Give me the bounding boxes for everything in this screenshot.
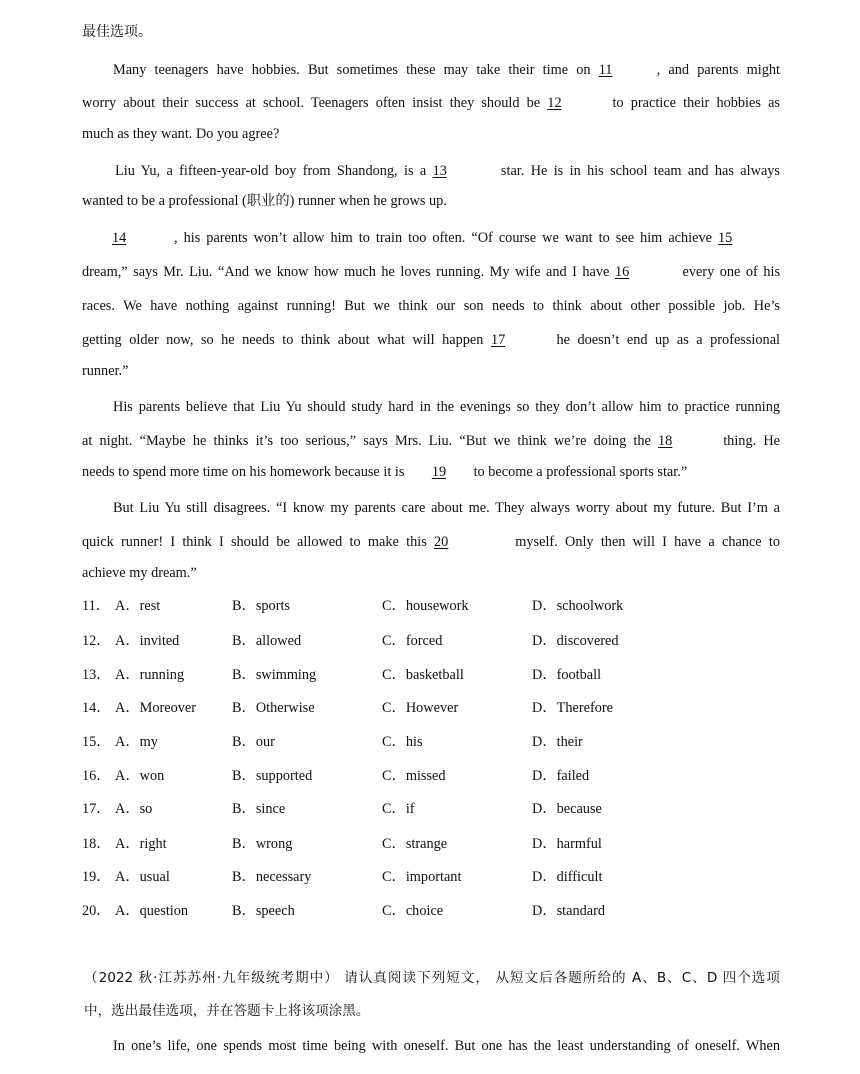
option-a[interactable]: A．so [115, 801, 153, 817]
passage-line: But Liu Yu still disagrees. “I know my parents care about me. They always worry about my future. But I’m a [113, 500, 780, 516]
passage-line: In one’s life, one spends most time being with oneself. But one has the least understanding of oneself. When [113, 1038, 780, 1054]
passage-line: runner.” [82, 363, 129, 379]
passage-line: needs to spend more time on his homework because it is 19 to become a professional sports star.” [82, 464, 688, 480]
passage-line: Many teenagers have hobbies. But sometimes these may take their time on 11 , and parents might [113, 62, 780, 78]
passage-line: wanted to be a professional (职业的) runner when he grows up. [82, 193, 447, 209]
blank-17: 17 [490, 332, 506, 348]
option-c[interactable]: C．if [382, 801, 415, 817]
option-b[interactable]: B．swimming [232, 667, 317, 683]
blank-13: 13 [432, 163, 447, 179]
passage-line: dream,” says Mr. Liu. “And we know how much he loves running. My wife and I have 16 every one of his [82, 264, 781, 280]
question-number: 16． [82, 768, 111, 784]
passage-line: much as they want. Do you agree? [82, 126, 280, 142]
passage-line: His parents believe that Liu Yu should study hard in the evenings so they don’t allow him to practice running [113, 399, 780, 415]
option-d[interactable]: D．football [532, 667, 602, 683]
option-b[interactable]: B．wrong [232, 836, 293, 852]
option-a[interactable]: A．my [115, 734, 158, 750]
option-d[interactable]: D．schoolwork [532, 598, 624, 614]
option-d[interactable]: D．Therefore [532, 700, 613, 716]
instruction-tail: 最佳选项。 [82, 24, 152, 40]
option-d[interactable]: D．standard [532, 903, 606, 919]
option-d[interactable]: D．failed [532, 768, 590, 784]
blank-19: 19 [431, 464, 447, 480]
section-instruction: （2022 秋·江苏苏州·九年级统考期中） 请认真阅读下列短文， 从短文后各题所给的 A、B、C、D 四个选项 [84, 970, 780, 986]
option-b[interactable]: B．speech [232, 903, 295, 919]
passage-line: Liu Yu, a fifteen-year-old boy from Shandong, is a 13 star. He is in his school team and has always [115, 163, 780, 179]
option-c[interactable]: C．missed [382, 768, 446, 784]
passage-line: races. We have nothing against running! But we think our son needs to think about other possible job. He’s [82, 298, 780, 314]
blank-14: 14 [112, 230, 127, 246]
option-c[interactable]: C．important [382, 869, 462, 885]
option-c[interactable]: C．However [382, 700, 459, 716]
option-a[interactable]: A．Moreover [115, 700, 196, 716]
passage-line: achieve my dream.” [82, 565, 197, 581]
option-b[interactable]: B．allowed [232, 633, 302, 649]
option-d[interactable]: D．because [532, 801, 602, 817]
option-c[interactable]: C．forced [382, 633, 443, 649]
option-d[interactable]: D．harmful [532, 836, 602, 852]
option-b[interactable]: B．supported [232, 768, 313, 784]
passage-line: quick runner! I think I should be allowed to make this 20 myself. Only then will I have a chance to [82, 534, 781, 550]
passage-line: getting older now, so he needs to think about what will happen 17 he doesn’t end up as a professional [82, 332, 781, 348]
blank-11: 11 [598, 62, 613, 78]
option-d[interactable]: D．their [532, 734, 583, 750]
option-b[interactable]: B．since [232, 801, 286, 817]
blank-15: 15 [718, 230, 733, 246]
question-number: 18． [82, 836, 111, 852]
passage-line: at night. “Maybe he thinks it’s too serious,” says Mrs. Liu. “But we think we’re doing the 18 thing. He [82, 433, 781, 449]
option-b[interactable]: B．Otherwise [232, 700, 315, 716]
option-c[interactable]: C．choice [382, 903, 444, 919]
passage-line: 14 , his parents won’t allow him to train too often. “Of course we want to see him achieve 15 [112, 228, 780, 248]
question-number: 13． [82, 667, 111, 683]
question-number: 15． [82, 734, 111, 750]
question-number: 14． [82, 700, 111, 716]
option-c[interactable]: C．strange [382, 836, 448, 852]
blank-16: 16 [614, 264, 630, 280]
option-c[interactable]: C．basketball [382, 667, 464, 683]
option-a[interactable]: A．question [115, 903, 189, 919]
option-a[interactable]: A．running [115, 667, 185, 683]
option-c[interactable]: C．his [382, 734, 423, 750]
option-a[interactable]: A．rest [115, 598, 161, 614]
option-a[interactable]: A．right [115, 836, 167, 852]
blank-18: 18 [658, 433, 673, 449]
section-instruction: 中，选出最佳选项，并在答题卡上将该项涂黑。 [84, 1003, 370, 1019]
option-b[interactable]: B．necessary [232, 869, 312, 885]
option-a[interactable]: A．invited [115, 633, 180, 649]
blank-12: 12 [547, 95, 562, 111]
question-number: 11． [82, 598, 111, 614]
question-number: 19． [82, 869, 111, 885]
question-number: 12． [82, 633, 111, 649]
option-b[interactable]: B．sports [232, 598, 290, 614]
question-number: 20． [82, 903, 111, 919]
option-b[interactable]: B．our [232, 734, 275, 750]
question-number: 17． [82, 801, 111, 817]
option-c[interactable]: C．housework [382, 598, 469, 614]
option-a[interactable]: A．usual [115, 869, 170, 885]
blank-20: 20 [434, 534, 449, 550]
option-d[interactable]: D．difficult [532, 869, 603, 885]
option-a[interactable]: A．won [115, 768, 165, 784]
passage-line: worry about their success at school. Teenagers often insist they should be 12 to practice their hobbies as [82, 95, 780, 111]
option-d[interactable]: D．discovered [532, 633, 619, 649]
